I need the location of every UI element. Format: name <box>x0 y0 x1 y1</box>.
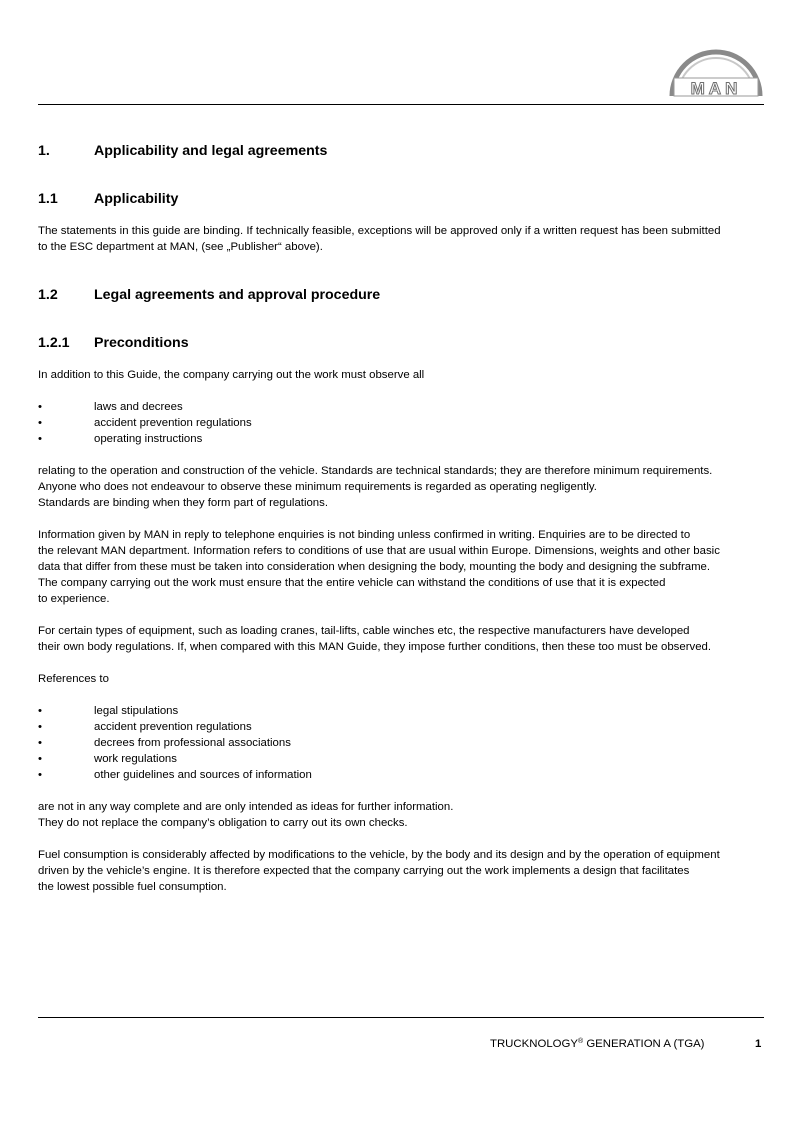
bullet-icon: • <box>38 433 42 445</box>
text-line: The statements in this guide are binding. If technically feasible, exceptions will be approved only if a written request has been submitted <box>38 225 721 237</box>
list-item-text: decrees from professional associations <box>94 737 291 749</box>
bullet-icon: • <box>38 705 42 717</box>
list-item <box>38 751 312 767</box>
text-line: to experience. <box>38 593 110 605</box>
bullet-icon: • <box>38 417 42 429</box>
bullet-icon: • <box>38 401 42 413</box>
list-item <box>38 767 312 783</box>
list-item-text: other guidelines and sources of information <box>94 769 312 781</box>
list-item-text: work regulations <box>94 753 177 765</box>
section-title: Legal agreements and approval procedure <box>94 287 381 303</box>
text-line: For certain types of equipment, such as loading cranes, tail-lifts, cable winches etc, the respective manufacturers have developed <box>38 625 690 637</box>
bullet-list-references <box>38 703 312 783</box>
paragraph-equipment <box>38 623 768 655</box>
text-line: Fuel consumption is considerably affected by modifications to the vehicle, by the body and its design and by the operation of equipment <box>38 849 720 861</box>
list-item <box>38 399 252 415</box>
text-line: data that differ from these must be taken into consideration when designing the body, mounting the body and designing the subframe. <box>38 561 711 573</box>
text-line: driven by the vehicle’s engine. It is therefore expected that the company carrying out the work implements a design that facilitates <box>38 865 690 877</box>
list-item-text: laws and decrees <box>94 401 183 413</box>
list-item <box>38 703 312 719</box>
bullet-icon: • <box>38 737 42 749</box>
paragraph-references-intro <box>38 671 768 687</box>
text-line: References to <box>38 673 109 685</box>
list-item <box>38 431 252 447</box>
paragraph-not-complete <box>38 799 768 831</box>
paragraph-relating <box>38 463 768 511</box>
header-rule <box>38 104 764 105</box>
section-number: 1.2 <box>38 287 58 303</box>
section-number: 1.2.1 <box>38 335 70 351</box>
section-number: 1. <box>38 143 50 159</box>
footer-title-main: TRUCKNOLOGY <box>490 1038 578 1050</box>
section-heading-1-2 <box>38 286 380 304</box>
text-line: Anyone who does not endeavour to observe these minimum requirements is regarded as operating negligently. <box>38 481 597 493</box>
paragraph-fuel <box>38 847 768 895</box>
section-title: Applicability <box>94 191 179 207</box>
section-title: Preconditions <box>94 335 189 351</box>
text-line: relating to the operation and construction of the vehicle. Standards are technical standards; they are therefore minimum requirements. <box>38 465 713 477</box>
list-item-text: operating instructions <box>94 433 203 445</box>
text-line: the relevant MAN department. Information refers to conditions of use that are usual within Europe. Dimensions, weights and other basic <box>38 545 720 557</box>
section-title: Applicability and legal agreements <box>94 143 328 159</box>
bullet-icon: • <box>38 721 42 733</box>
list-item <box>38 415 252 431</box>
footer-rule <box>38 1017 764 1018</box>
list-item-text: accident prevention regulations <box>94 721 252 733</box>
section-heading-1-2-1 <box>38 334 189 352</box>
man-logo <box>668 44 764 98</box>
text-line: In addition to this Guide, the company carrying out the work must observe all <box>38 369 425 381</box>
bullet-list-observe <box>38 399 252 447</box>
footer-document-title <box>490 1037 704 1051</box>
page-number: 1 <box>755 1038 762 1050</box>
section-heading-1 <box>38 142 327 160</box>
text-line: are not in any way complete and are only intended as ideas for further information. <box>38 801 454 813</box>
text-line: The company carrying out the work must ensure that the entire vehicle can withstand the conditions of use that it is expected <box>38 577 666 589</box>
bullet-icon: • <box>38 769 42 781</box>
section-number: 1.1 <box>38 191 58 207</box>
text-line: Information given by MAN in reply to telephone enquiries is not binding unless confirmed in writing. Enquiries are to be directed to <box>38 529 691 541</box>
text-line: to the ESC department at MAN, (see „Publisher“ above). <box>38 241 323 253</box>
list-item-text: accident prevention regulations <box>94 417 252 429</box>
footer-title-rest: GENERATION A (TGA) <box>583 1038 705 1050</box>
text-line: the lowest possible fuel consumption. <box>38 881 227 893</box>
paragraph-applicability <box>38 223 768 255</box>
section-heading-1-1 <box>38 190 178 208</box>
paragraph-preconditions-intro <box>38 367 768 383</box>
paragraph-information <box>38 527 768 607</box>
list-item <box>38 735 312 751</box>
logo-text: MAN <box>690 79 742 98</box>
text-line: They do not replace the company’s obligation to carry out its own checks. <box>38 817 408 829</box>
text-line: their own body regulations. If, when compared with this MAN Guide, they impose further conditions, then these too must be observed. <box>38 641 712 653</box>
list-item <box>38 719 312 735</box>
list-item-text: legal stipulations <box>94 705 179 717</box>
bullet-icon: • <box>38 753 42 765</box>
registered-mark: ® <box>577 1038 584 1045</box>
text-line: Standards are binding when they form part of regulations. <box>38 497 328 509</box>
